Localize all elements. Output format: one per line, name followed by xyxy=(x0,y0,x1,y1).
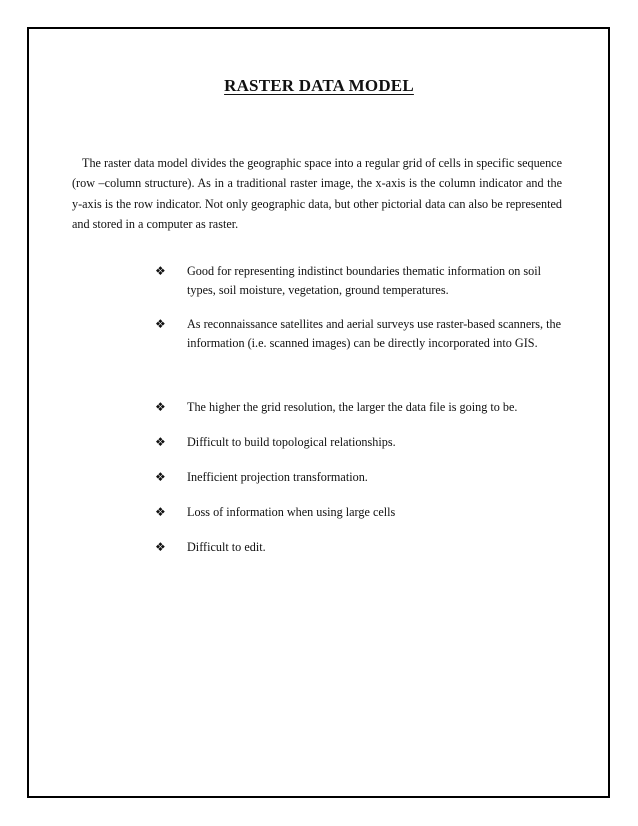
list-item xyxy=(155,433,565,452)
list-item xyxy=(155,262,565,300)
diamond-bullet-icon: ❖ xyxy=(155,316,166,331)
intro-paragraph: The raster data model divides the geographic space into a regular grid of cells in specific sequence (row –column structure). As in a traditional raster image, the x-axis is the column indicator and the y-axis is the row indicator. Not only geographic data, but other pictorial data can also be represented and stored in a computer as raster. xyxy=(72,156,562,231)
list-item xyxy=(155,503,565,522)
disadvantages-list xyxy=(155,398,565,573)
list-item-text: Difficult to build topological relationships. xyxy=(187,435,396,449)
diamond-bullet-icon: ❖ xyxy=(155,540,166,554)
list-item-text: Inefficient projection transformation. xyxy=(187,470,368,484)
list-item xyxy=(155,538,565,557)
diamond-bullet-icon: ❖ xyxy=(155,505,166,519)
diamond-bullet-icon: ❖ xyxy=(155,470,166,484)
list-item-text: The higher the grid resolution, the larger the data file is going to be. xyxy=(187,400,518,414)
page-title: RASTER DATA MODEL xyxy=(224,76,414,95)
list-item-text: As reconnaissance satellites and aerial surveys use raster-based scanners, the information (i.e. scanned images) can be directly incorporated into GIS. xyxy=(187,316,562,350)
advantages-list xyxy=(155,262,565,367)
list-item-text: Difficult to edit. xyxy=(187,540,266,554)
list-item-text: Good for representing indistinct boundaries thematic information on soil types, soil moisture, vegetation, ground temperatures. xyxy=(187,264,542,297)
list-item xyxy=(155,315,565,353)
list-item-text: Loss of information when using large cells xyxy=(187,505,396,519)
diamond-bullet-icon: ❖ xyxy=(155,400,166,414)
diamond-bullet-icon: ❖ xyxy=(155,264,166,278)
list-item xyxy=(155,468,565,487)
diamond-bullet-icon: ❖ xyxy=(155,435,166,449)
list-item xyxy=(155,398,565,417)
